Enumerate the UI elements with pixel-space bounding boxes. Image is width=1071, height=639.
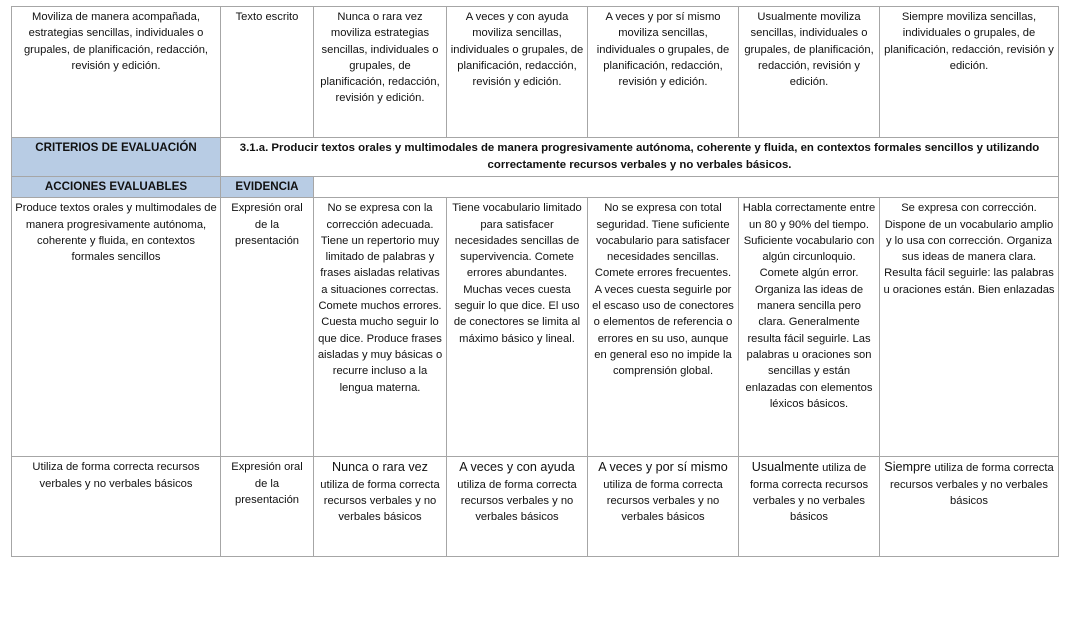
action-cell: Produce textos orales y multimodales de manera progresivamente autónoma, coherente y fluida, en contextos formales sencillos <box>12 198 221 457</box>
evidence-cell: Expresión oral de la presentación <box>221 457 314 557</box>
criterion-text: 3.1.a. Producir textos orales y multimodales de manera progresivamente autónoma, coherente y fluida, en contextos formales sencillos y utilizando correctamente recursos verbales y no verbales básicos. <box>221 138 1059 177</box>
level-lead: Siempre <box>884 460 932 475</box>
level-rest: utiliza de forma correcta recursos verbales y no verbales básicos <box>890 462 1054 507</box>
criteria-row <box>12 138 1059 177</box>
actions-header: ACCIONES EVALUABLES <box>12 177 221 198</box>
evidence-cell: Texto escrito <box>221 7 314 138</box>
level-lead: Usualmente <box>751 460 819 475</box>
level-cell: Habla correctamente entre un 80 y 90% del tiempo. Suficiente vocabulario con algún circunloquio. Comete algún error. Organiza las ideas de manera sencilla pero clara. Generalmente resulta fácil seguirle. Las palabras u oraciones son sencillas y están enlazadas con elementos léxicos básicos. <box>739 198 880 457</box>
level-cell <box>447 457 588 557</box>
level-cell: Siempre moviliza sencillas, individuales o grupales, de planificación, redacción, revisión y edición. <box>880 7 1059 138</box>
level-cell: A veces y por sí mismo moviliza sencillas, individuales o grupales, de planificación, redacción, revisión y edición. <box>588 7 739 138</box>
action-cell: Moviliza de manera acompañada, estrategias sencillas, individuales o grupales, de planificación, redacción, revisión y edición. <box>12 7 221 138</box>
level-cell: Nunca o rara vez moviliza estrategias sencillas, individuales o grupales, de planificación, redacción, revisión y edición. <box>314 7 447 138</box>
action-cell: Utiliza de forma correcta recursos verbales y no verbales básicos <box>12 457 221 557</box>
empty-header-cell <box>314 177 1059 198</box>
level-rest: utiliza de forma correcta recursos verbales y no verbales básicos <box>603 478 723 524</box>
criteria-label: CRITERIOS DE EVALUACIÓN <box>12 138 221 177</box>
level-cell <box>739 457 880 557</box>
level-cell <box>314 457 447 557</box>
table-row <box>12 457 1059 557</box>
level-rest: utiliza de forma correcta recursos verbales y no verbales básicos <box>749 462 869 524</box>
level-lead: A veces y con ayuda <box>459 460 575 475</box>
level-cell: A veces y con ayuda moviliza sencillas, individuales o grupales, de planificación, redacción, revisión y edición. <box>447 7 588 138</box>
evidence-header: EVIDENCIA <box>221 177 314 198</box>
rubric-table <box>11 6 1059 557</box>
level-cell: No se expresa con la corrección adecuada. Tiene un repertorio muy limitado de palabras y frases aisladas relativas a situaciones correctas. Comete muchos errores. Cuesta mucho seguir lo que dice. Produce frases aisladas y muy básicas o recurre incluso a la lengua materna. <box>314 198 447 457</box>
level-rest: utiliza de forma correcta recursos verbales y no verbales básicos <box>320 478 440 524</box>
evidence-cell: Expresión oral de la presentación <box>221 198 314 457</box>
level-cell: Tiene vocabulario limitado para satisfacer necesidades sencillas de supervivencia. Comete errores abundantes. Muchas veces cuesta seguir lo que dice. El uso de conectores se limita al máximo básico y lineal. <box>447 198 588 457</box>
level-cell <box>880 457 1059 557</box>
level-cell: Se expresa con corrección. Dispone de un vocabulario amplio y lo usa con corrección. Organiza sus ideas de manera clara. Resulta fácil seguirle: las palabras u oraciones están. Bien enlazadas <box>880 198 1059 457</box>
level-cell: No se expresa con total seguridad. Tiene suficiente vocabulario para satisfacer necesidades sencillas. Comete errores frecuentes. A veces cuesta seguirle por el escaso uso de conectores o elementos de referencia o errores en su uso, aunque en general eso no impide la comprensión global. <box>588 198 739 457</box>
table-row <box>12 198 1059 457</box>
level-lead: A veces y por sí mismo <box>598 460 728 475</box>
level-cell: Usualmente moviliza sencillas, individuales o grupales, de planificación, redacción, revisión y edición. <box>739 7 880 138</box>
level-rest: utiliza de forma correcta recursos verbales y no verbales básicos <box>457 478 577 524</box>
header-row <box>12 177 1059 198</box>
level-cell <box>588 457 739 557</box>
table-row <box>12 7 1059 138</box>
level-lead: Nunca o rara vez <box>332 460 428 475</box>
